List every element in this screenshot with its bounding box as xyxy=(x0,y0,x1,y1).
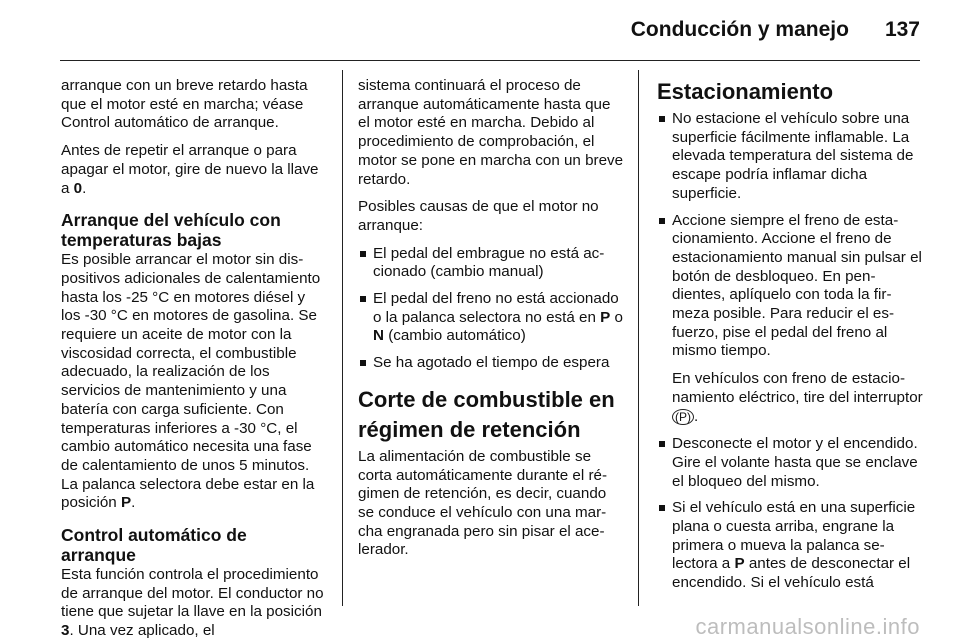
causes-list xyxy=(358,245,624,373)
column-divider-2 xyxy=(638,70,639,606)
paragraph: Es posible arrancar el motor sin dispositivos adicionales de calentamiento hasta los -25 °C en motores diésel y los -30 °C en motores de gasolina. Se requiere un aceite de motor con la viscosidad correcta, el combustible adecuado, la realización de los servicios de mantenimiento y una batería con carga suficiente. Con temperaturas inferiores a -30 °C, el cambio automático necesita una fase de calentamiento de unos 5 minutos. La palanca selectora debe estar en la posición P. xyxy=(61,251,321,512)
list-item: Se ha agotado el tiempo de espera xyxy=(358,354,624,373)
column-divider-1 xyxy=(342,70,343,606)
list-item: Si el vehículo está en una superficie plana o cuesta arriba, engrane la primera o mueva la palanca selectora a P antes de desconectar el encendido. Si el vehículo está xyxy=(657,499,923,593)
paragraph: La alimentación de combustible se corta automáticamente durante el régimen de retención, es decir, cuando se conduce el vehículo con una marcha engranada pero sin pisar el acelerador. xyxy=(358,447,608,559)
header-rule xyxy=(60,60,920,61)
column-2 xyxy=(358,77,624,560)
page-number: 137 xyxy=(884,18,920,41)
section-title: Conducción y manejo xyxy=(630,18,849,41)
list-item: Desconecte el motor y el encendido. Gire el volante hasta que se enclave el bloqueo del mismo. xyxy=(657,435,923,491)
list-item: No estacione el vehículo sobre una superficie fácilmente inflamable. La elevada temperatura del sistema de escape podría inflamar dicha superficie. xyxy=(657,110,923,204)
paragraph: Posibles causas de que el motor no arranque: xyxy=(358,198,599,234)
list-item: El pedal del freno no está accionado o la palanca selectora no está en P o N (cambio automático) xyxy=(358,290,624,346)
page-header xyxy=(631,18,920,42)
heading-auto-start: Control automático de arranque xyxy=(61,525,247,566)
parking-brake-icon: (P) xyxy=(672,409,694,425)
paragraph: arranque con un breve retardo hasta que el motor esté en marcha; véase Control automático de arranque. xyxy=(61,77,308,132)
heading-fuel-cutoff: Corte de combustible en régimen de retención xyxy=(358,386,615,442)
watermark: carmanualsonline.info xyxy=(695,614,920,639)
paragraph: Antes de repetir el arranque o para apagar el motor, gire de nuevo la llave a 0. xyxy=(61,142,319,197)
paragraph: Esta función controla el procedimiento de arranque del motor. El conductor no tiene que sujetar la llave en la posición 3. Una vez aplicado, el xyxy=(61,566,324,640)
paragraph: sistema continuará el proceso de arranque automáticamente hasta que el motor esté en marcha. Debido al procedimiento de comprobación, el motor se pone en marcha con un breve retardo. xyxy=(358,77,624,188)
parking-list xyxy=(657,110,923,593)
column-3 xyxy=(657,77,923,601)
heading-parking: Estacionamiento xyxy=(657,79,834,104)
list-item: Accione siempre el freno de estacionamiento. Accione el freno de estacionamiento manual sin pulsar el botón de desbloqueo. En pendientes, aplíquelo con toda la firmeza posible. Para reducir el esfuerzo, pise el pedal del freno al mismo tiempo. En vehículos con freno de estacionamiento eléctrico, tire del interruptor (P) . xyxy=(657,212,923,427)
column-1 xyxy=(61,77,326,641)
heading-cold-start: Arranque del vehículo con temperaturas bajas xyxy=(61,210,281,251)
list-item: El pedal del embrague no está accionado (cambio manual) xyxy=(358,245,624,282)
